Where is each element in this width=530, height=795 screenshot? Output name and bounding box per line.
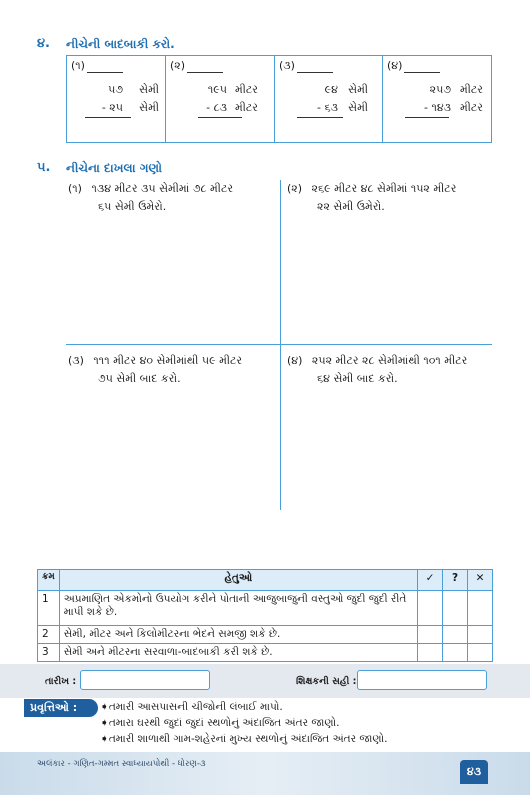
top-unit: સેમી	[348, 83, 368, 96]
word-problem-2	[287, 180, 456, 216]
section-5-number: ૫.	[37, 160, 51, 175]
date-label: તારીખ :	[45, 676, 77, 687]
subtraction-table	[66, 55, 492, 143]
word-problem-1	[68, 180, 233, 216]
objectives-table	[37, 569, 493, 662]
question-cell[interactable]	[443, 591, 468, 626]
cross-cell[interactable]	[468, 644, 493, 662]
table-row	[38, 626, 493, 644]
subtraction-problem-3	[275, 56, 383, 142]
answer-line	[297, 117, 343, 118]
problem-line-1: ૧૧૧ મીટર ૪૦ સેમીમાંથી ૫૯ મીટર	[93, 354, 243, 367]
teacher-signature-label: શિક્ષકની સહી :	[296, 676, 357, 687]
answer-line	[198, 117, 242, 118]
teacher-signature-field[interactable]	[357, 670, 487, 690]
objectives-header-row	[38, 570, 493, 591]
problem-line-1: ૨૬૯ મીટર ૪૮ સેમીમાં ૧૫૨ મીટર	[311, 182, 457, 195]
pointer-icon: ➧	[100, 733, 109, 745]
row-number: 2	[38, 626, 60, 644]
tick-cell[interactable]	[418, 591, 443, 626]
row-number: 3	[38, 644, 60, 662]
question-header: ?	[443, 570, 468, 591]
top-number: ૫૭	[108, 83, 123, 96]
bottom-unit: સેમી	[139, 101, 159, 114]
top-unit: મીટર	[234, 83, 258, 96]
bottom-number: - ૮૩	[206, 101, 227, 114]
subtraction-problem-2	[166, 56, 275, 142]
cross-cell[interactable]	[468, 591, 493, 626]
top-number: ૧૯૫	[207, 83, 227, 96]
bottom-unit: મીટર	[234, 101, 258, 114]
subtraction-problem-4	[383, 56, 491, 142]
table-row	[38, 591, 493, 626]
row-text: સેમી અને મીટરના સરવાળા-બાદબાકી કરી શકે છે.	[59, 644, 417, 662]
answer-blank[interactable]	[187, 62, 223, 73]
problem-label: (૨)	[287, 182, 303, 195]
problem-label: (૪)	[387, 59, 403, 72]
problem-line-2: ૨૨ સેમી ઉમેરો.	[317, 200, 385, 213]
answer-blank[interactable]	[297, 62, 333, 73]
problem-line-1: ૧૩૪ મીટર ૩૫ સેમીમાં ૭૮ મીટર	[91, 182, 234, 195]
cross-header: ✕	[468, 570, 493, 591]
serial-header: ક્રમ	[38, 570, 60, 591]
book-title-line: અલંકાર - ગણિત-ગમ્મત સ્વાધ્યાયપોથી - ધોરણ-૩	[37, 759, 206, 769]
tick-cell[interactable]	[418, 626, 443, 644]
top-number: ૯૪	[324, 83, 338, 96]
answer-blank[interactable]	[404, 62, 440, 73]
bottom-unit: મીટર	[459, 101, 483, 114]
objectives-header: હેતુઓ	[59, 570, 417, 591]
bottom-number: - ૧૪૩	[423, 101, 451, 114]
problem-label: (૧)	[68, 182, 82, 195]
problem-label: (૧)	[71, 59, 85, 72]
word-problem-4	[287, 352, 467, 388]
problem-line-2: ૭૫ સેમી બાદ કરો.	[98, 372, 181, 385]
problem-label: (૨)	[170, 59, 186, 72]
question-cell[interactable]	[443, 626, 468, 644]
activities-badge: પ્રવૃત્તિઓ :	[24, 699, 98, 717]
date-field[interactable]	[80, 670, 210, 690]
top-number: ૨૫૭	[429, 83, 451, 96]
top-unit: મીટર	[459, 83, 483, 96]
activity-item-2: ➧તમારા ઘરથી જુદાં જુદાં સ્થળોનું અંદાજિત અંતર જાણો.	[100, 717, 340, 729]
answer-line	[405, 117, 449, 118]
problem-line-1: ૨૫૨ મીટર ૨૮ સેમીમાંથી ૧૦૧ મીટર	[311, 354, 468, 367]
problem-line-2: ૬૪ સેમી બાદ કરો.	[317, 372, 398, 385]
top-unit: સેમી	[139, 83, 159, 96]
section-4-number: ૪.	[37, 36, 50, 51]
activity-item-3: ➧તમારી શાળાથી ગામ-શહેરનાં મુખ્ય સ્થળોનું અંદાજિત અંતર જાણો.	[100, 733, 388, 745]
row-number: 1	[38, 591, 60, 626]
table-row	[38, 644, 493, 662]
tick-header: ✓	[418, 570, 443, 591]
section-5-title: નીચેના દાખલા ગણો	[66, 161, 162, 175]
bottom-number: - ૨૫	[101, 101, 123, 114]
answer-line	[85, 117, 131, 118]
question-cell[interactable]	[443, 644, 468, 662]
pointer-icon: ➧	[100, 717, 109, 729]
cross-cell[interactable]	[468, 626, 493, 644]
page-number: ૪૩	[460, 760, 488, 784]
section-4-title: નીચેની બાદબાકી કરો.	[66, 37, 175, 51]
problem-line-2: ૬૫ સેમી ઉમેરો.	[98, 200, 167, 213]
activity-item-1: ➧તમારી આસપાસની ચીજોની લંબાઈ માપો.	[100, 701, 283, 713]
bottom-unit: સેમી	[348, 101, 368, 114]
problem-label: (૩)	[68, 354, 84, 367]
answer-blank[interactable]	[87, 62, 123, 73]
bottom-number: - ૬૩	[317, 101, 338, 114]
row-text: સેમી, મીટર અને કિલોમીટરના ભેદને સમજી શકે છે.	[59, 626, 417, 644]
grid-vertical-divider	[280, 180, 281, 510]
word-problem-3	[68, 352, 242, 388]
tick-cell[interactable]	[418, 644, 443, 662]
subtraction-problem-1	[67, 56, 166, 142]
grid-horizontal-divider	[66, 344, 492, 345]
problem-label: (૩)	[279, 59, 295, 72]
problem-label: (૪)	[287, 354, 303, 367]
row-text: અપ્રમાણિત એકમોનો ઉપયોગ કરીને પોતાની આજુબાજુની વસ્તુઓ જુદી જુદી રીતે માપી શકે છે.	[59, 591, 417, 626]
pointer-icon: ➧	[100, 701, 109, 713]
